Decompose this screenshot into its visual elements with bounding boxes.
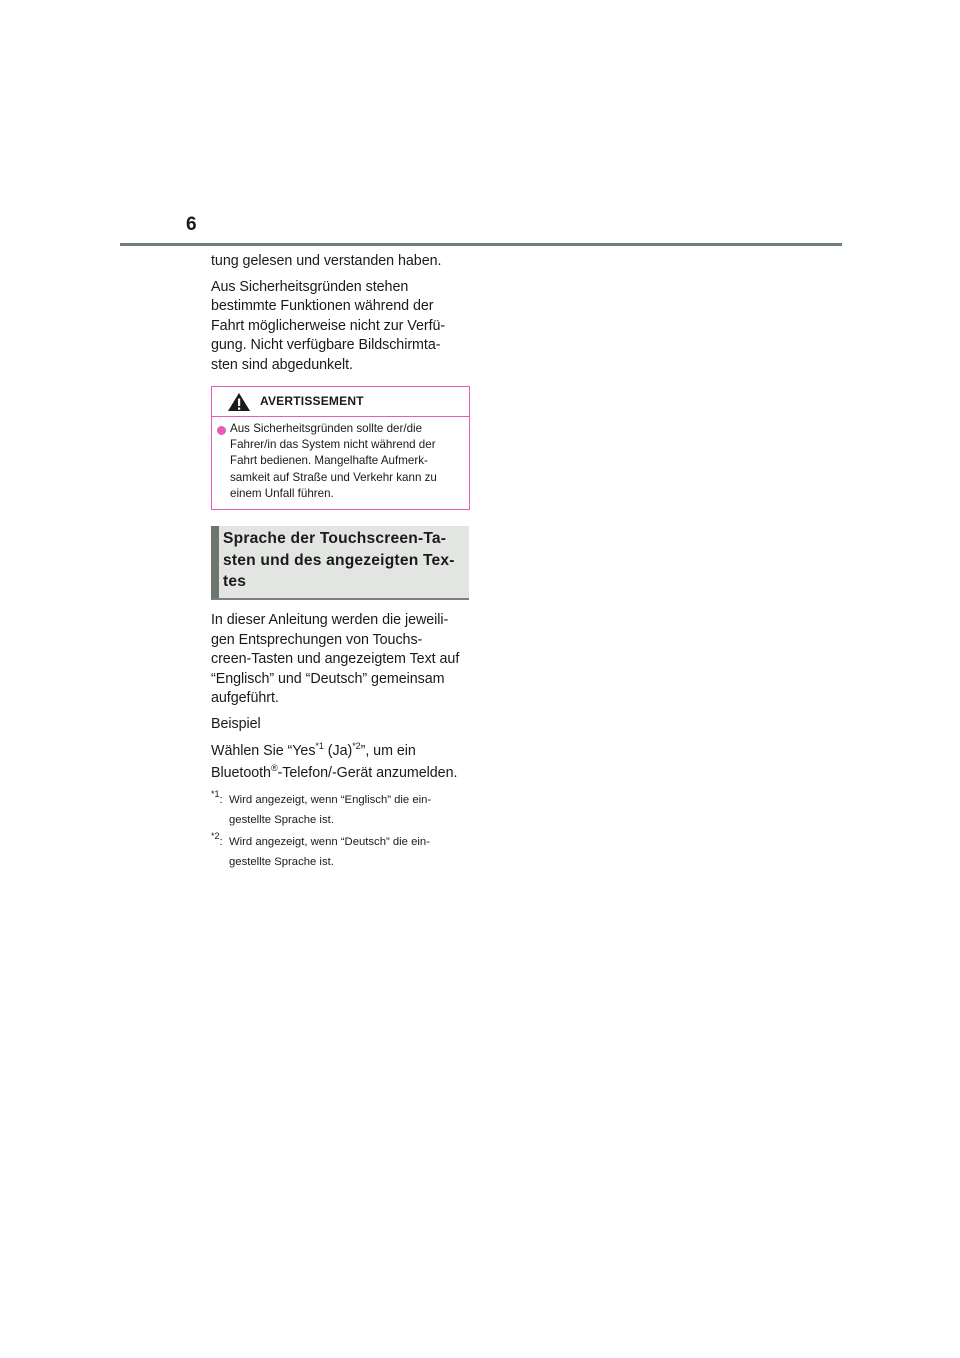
footnote [211,832,473,872]
text-line: Wird angezeigt, wenn “Deutsch” die ein- [229,836,430,849]
page-number: 6 [186,214,197,235]
safety-paragraph [211,278,473,376]
bullet-icon [217,426,226,435]
footnote-ref-1: *1 [315,741,324,752]
footnote [211,790,473,830]
text-line: Wird angezeigt, wenn “Englisch” die ein- [229,794,432,807]
text-line: Aus Sicherheitsgründen sollte der/die [230,422,423,435]
example-prefix: Wählen Sie “Yes [211,743,316,760]
title-line: sten und des angezeigten Tex- [223,551,455,569]
text-line: gen Entsprechungen von Touchs- [211,631,423,648]
example-line2-prefix: Bluetooth [211,765,271,782]
footnote-ref-2: *2 [352,741,361,752]
text-line: gung. Nicht verfügbare Bildschirmta- [211,337,441,353]
header-rule [120,243,842,246]
warning-box [211,386,470,510]
text-line: “Englisch” und “Deutsch” gemeinsam [211,670,445,687]
section-heading [211,526,469,600]
text-line [211,740,473,762]
text-line: einem Unfall führen. [230,486,334,500]
intro-line [211,252,473,272]
warning-header [212,387,469,417]
content-column [211,252,473,874]
heading-accent-bar [211,526,219,598]
warning-triangle-icon [227,392,251,412]
example-label [211,715,473,735]
text-line: Fahrer/in das System nicht während der [230,438,436,452]
text-line: gestellte Sprache ist. [229,856,334,869]
section-title [223,528,455,593]
text-line: Fahrt bedienen. Mangelhafte Aufmerk- [230,454,428,468]
language-paragraph [211,611,473,709]
text-line: In dieser Anleitung werden die jeweili- [211,612,449,629]
warning-body [212,417,469,509]
text-line: tung gelesen und verstanden haben. [211,253,442,269]
text-line [211,762,473,784]
text-line: bestimmte Funktionen während der [211,298,434,314]
text-line: Aus Sicherheitsgründen stehen [211,278,409,295]
footnote-mark: $^{*1}$: [211,789,223,807]
text-line: gestellte Sprache ist. [229,814,334,827]
warning-title: AVERTISSEMENT [260,394,364,408]
text-line: creen-Tasten und angezeigtem Text auf [211,651,460,668]
example-suffix: ”, um ein [360,743,416,760]
text-line: samkeit auf Straße und Verkehr kann zu [230,470,437,484]
title-line: tes [223,573,247,591]
title-line: Sprache der Touchscreen-Ta- [223,530,447,548]
example-paragraph [211,740,473,784]
text-line: Beispiel [211,715,261,732]
example-middle: (Ja) [323,743,353,760]
text-line: Fahrt möglicherweise nicht zur Verfü- [211,317,446,334]
footnote-mark: $^{*2}$: [211,831,223,849]
text-line: aufgeführt. [211,690,279,707]
example-line2-suffix: -Telefon/-Gerät anzumelden. [277,765,458,782]
registered-mark: ® [270,763,278,774]
text-line: sten sind abgedunkelt. [211,356,353,373]
